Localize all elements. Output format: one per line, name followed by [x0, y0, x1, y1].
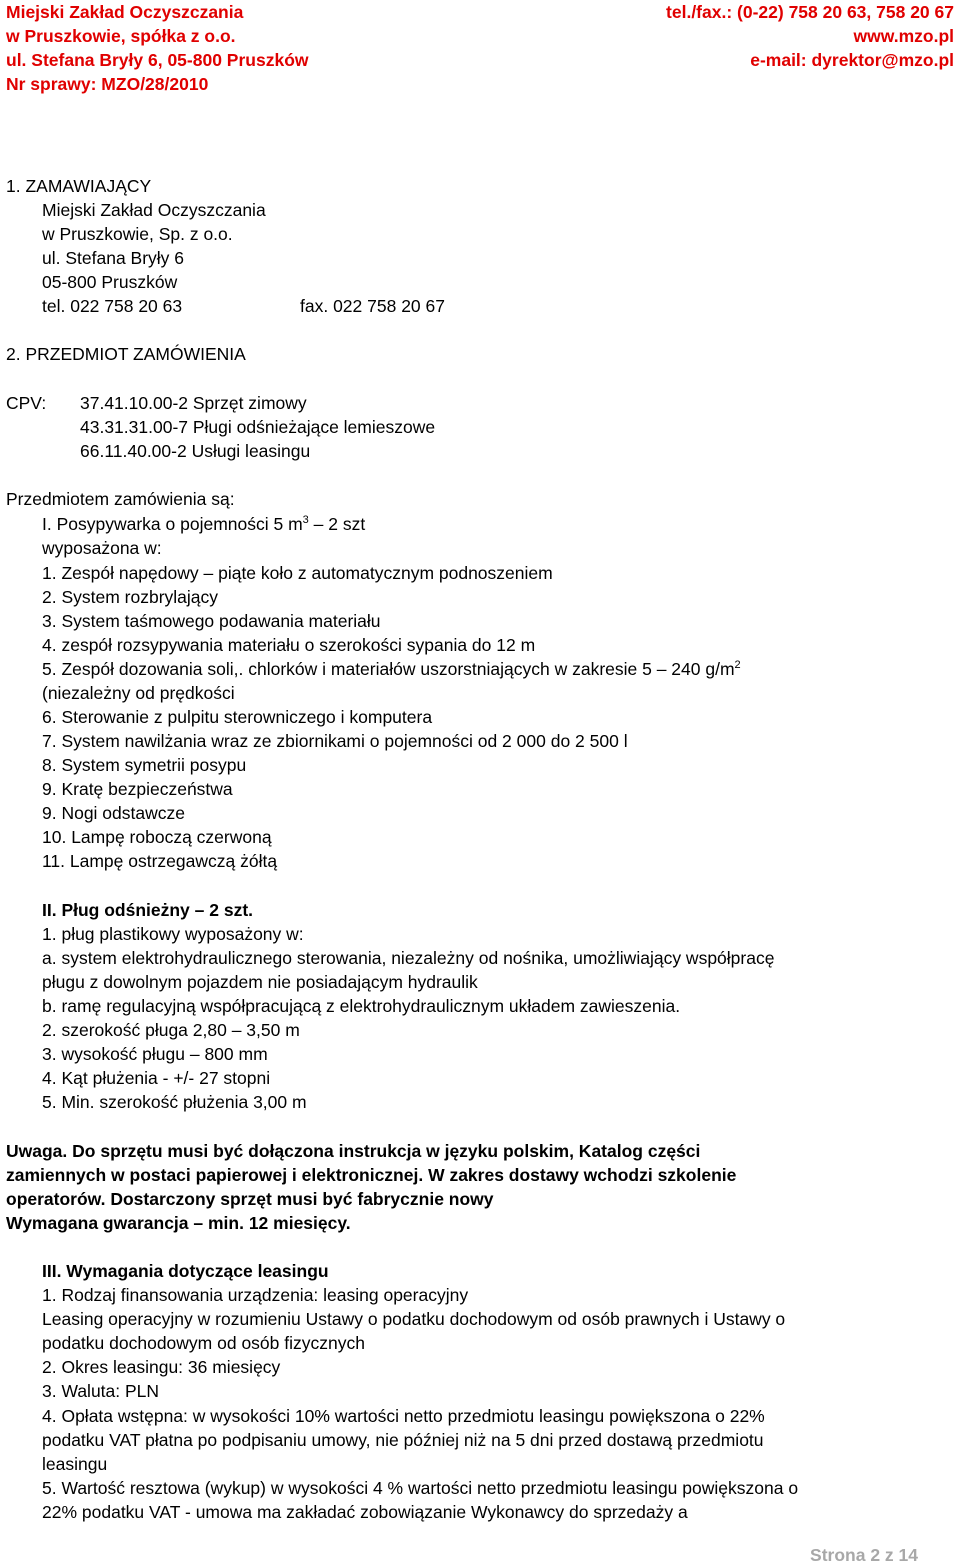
item1-list-item-5 — [42, 657, 741, 681]
header-org-line3: ul. Stefana Bryły 6, 05-800 Pruszków — [6, 50, 309, 70]
section3-heading: III. Wymagania dotyczące leasingu — [42, 1261, 329, 1281]
cpv-code: 37.41.10.00-2 Sprzęt zimowy — [80, 393, 307, 413]
header-org-line1: Miejski Zakład Oczyszczania — [6, 2, 244, 22]
item2-line: 4. Kąt płużenia - +/- 27 stopni — [42, 1068, 271, 1088]
section1-line: 05-800 Pruszków — [42, 272, 178, 292]
header-org-line2: w Pruszkowie, spółka z o.o. — [6, 26, 236, 46]
item2-line: a. system elektrohydraulicznego sterowania, niezależny od nośnika, umożliwiający współpracę — [42, 948, 775, 968]
section1-line: w Pruszkowie, Sp. z o.o. — [42, 224, 233, 244]
section2-heading: 2. PRZEDMIOT ZAMÓWIENIA — [6, 344, 246, 364]
note-line1 — [6, 1139, 700, 1163]
header-email-link[interactable]: e-mail: dyrektor@mzo.pl — [750, 50, 954, 70]
item1-5-sup: 2 — [734, 659, 741, 672]
section1-line: ul. Stefana Bryły 6 — [42, 248, 185, 268]
warranty-line: Wymagana gwarancja – min. 12 miesięcy. — [6, 1213, 351, 1233]
section1-tel: tel. 022 758 20 63 — [42, 296, 183, 316]
item2-line: 1. pług plastikowy wyposażony w: — [42, 924, 304, 944]
note-label: Uwaga. — [6, 1141, 68, 1161]
item1-list-item: 9. Kratę bezpieczeństwa — [42, 779, 233, 799]
header-case-number: Nr sprawy: MZO/28/2010 — [6, 74, 209, 94]
item1-list-item: 4. zespół rozsypywania materiału o szerokości sypania do 12 m — [42, 635, 536, 655]
section3-line: Leasing operacyjny w rozumieniu Ustawy o podatku dochodowym od osób prawnych i Ustawy o — [42, 1309, 786, 1329]
cpv-label: CPV: — [6, 393, 47, 413]
note-line3: operatorów. Dostarczony sprzęt musi być fabrycznie nowy — [6, 1189, 494, 1209]
header-phone: tel./fax.: (0-22) 758 20 63, 758 20 67 — [666, 2, 954, 22]
section1-heading: 1. ZAMAWIAJĄCY — [6, 176, 152, 196]
note-text: Do sprzętu musi być dołączona instrukcja w języku polskim, Katalog części — [67, 1141, 701, 1161]
item2-title: II. Pług odśnieżny – 2 szt. — [42, 900, 254, 920]
item1-title — [42, 512, 365, 536]
section3-line: 5. Wartość resztowa (wykup) w wysokości 4 % wartości netto przedmiotu leasingu powiększona o — [42, 1478, 799, 1498]
section1-fax: fax. 022 758 20 67 — [300, 296, 445, 316]
cpv-code: 66.11.40.00-2 Usługi leasingu — [80, 441, 311, 461]
section1-line: Miejski Zakład Oczyszczania — [42, 200, 266, 220]
item1-list-item: 3. System taśmowego podawania materiału — [42, 611, 381, 631]
item2-line: 5. Min. szerokość płużenia 3,00 m — [42, 1092, 307, 1112]
cpv-code: 43.31.31.00-7 Pługi odśnieżające lemieszowe — [80, 417, 436, 437]
section3-line: podatku VAT płatna po podpisaniu umowy, nie później niż na 5 dni przed dostawą przedmiotu — [42, 1430, 764, 1450]
item1-5-text: 5. Zespół dozowania soli,. chlorków i materiałów uszorstniających w zakresie 5 – 240 g/m — [42, 659, 735, 679]
section3-line: 22% podatku VAT - umowa ma zakładać zobowiązanie Wykonawcy do sprzedaży a — [42, 1502, 688, 1522]
item1-title-count: – 2 szt — [308, 514, 366, 534]
header-website-link[interactable]: www.mzo.pl — [853, 26, 954, 46]
item1-title-sup: 3 — [302, 514, 309, 527]
item2-line: pługu z dowolnym pojazdem nie posiadającym hydraulik — [42, 972, 478, 992]
item1-equipped: wyposażona w: — [42, 538, 162, 558]
section3-line: 2. Okres leasingu: 36 miesięcy — [42, 1357, 281, 1377]
item1-list-item-5-cont: (niezależny od prędkości — [42, 683, 235, 703]
section3-line: podatku dochodowym od osób fizycznych — [42, 1333, 365, 1353]
section3-line: 3. Waluta: PLN — [42, 1381, 160, 1401]
item2-line: 3. wysokość pługu – 800 mm — [42, 1044, 268, 1064]
item1-list-item: 2. System rozbrylający — [42, 587, 219, 607]
note-line2: zamiennych w postaci papierowej i elektronicznej. W zakres dostawy wchodzi szkolenie — [6, 1165, 737, 1185]
item1-list-item: 7. System nawilżania wraz ze zbiornikami o pojemności od 2 000 do 2 500 l — [42, 731, 628, 751]
item1-list-item: 6. Sterowanie z pulpitu sterowniczego i komputera — [42, 707, 433, 727]
item1-list-item: 8. System symetrii posypu — [42, 755, 247, 775]
item1-title-text: I. Posypywarka o pojemności 5 m — [42, 514, 303, 534]
item2-line: b. ramę regulacyjną współpracującą z elektrohydraulicznym układem zawieszenia. — [42, 996, 681, 1016]
section3-line: 1. Rodzaj finansowania urządzenia: leasing operacyjny — [42, 1285, 469, 1305]
section3-line: 4. Opłata wstępna: w wysokości 10% wartości netto przedmiotu leasingu powiększona o 22% — [42, 1406, 765, 1426]
item1-list-item: 11. Lampę ostrzegawczą żółtą — [42, 851, 278, 871]
subject-intro: Przedmiotem zamówienia są: — [6, 489, 235, 509]
section3-line: leasingu — [42, 1454, 108, 1474]
item2-line: 2. szerokość pługa 2,80 – 3,50 m — [42, 1020, 300, 1040]
page-number: Strona 2 z 14 — [810, 1545, 918, 1565]
item1-list-item: 1. Zespół napędowy – piąte koło z automatycznym podnoszeniem — [42, 563, 553, 583]
item1-list-item: 10. Lampę roboczą czerwoną — [42, 827, 272, 847]
item1-list-item: 9. Nogi odstawcze — [42, 803, 185, 823]
